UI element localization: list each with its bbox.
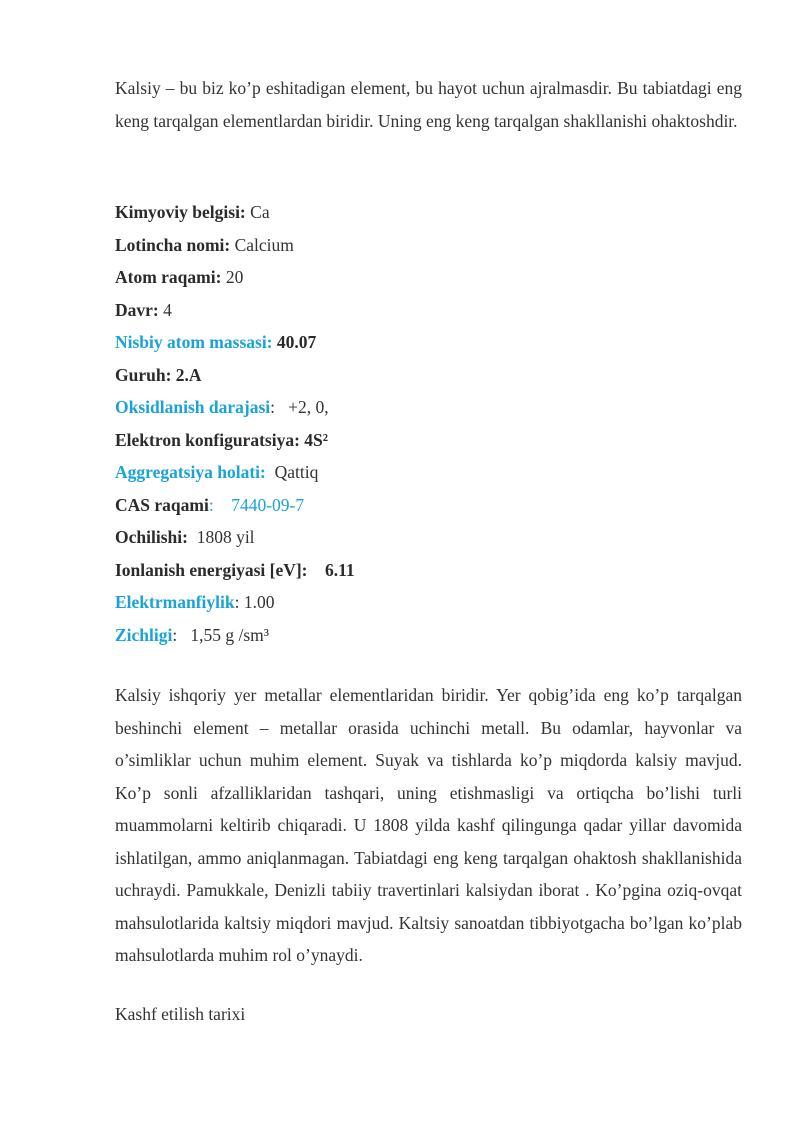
fact-symbol	[115, 196, 742, 229]
atomic-mass-link[interactable]: Nisbiy atom massasi:	[115, 332, 273, 352]
fact-cas-number	[115, 489, 742, 522]
fact-group	[115, 359, 742, 392]
fact-label: Elektron konfiguratsiya:	[115, 429, 300, 450]
electronegativity-link[interactable]: Elektrmanfiylik	[115, 592, 235, 612]
element-facts-list	[115, 196, 742, 651]
oxidation-state-link[interactable]: Oksidlanish darajasi	[115, 397, 271, 417]
fact-atomic-mass	[115, 326, 742, 359]
density-link[interactable]: Zichligi	[115, 624, 173, 645]
fact-ionization-energy	[115, 554, 742, 587]
fact-value: Ca	[245, 202, 270, 222]
fact-label: Guruh:	[115, 364, 172, 385]
cas-number-link[interactable]: : 7440-09-7	[208, 494, 305, 515]
fact-density	[115, 619, 742, 652]
aggregation-state-link[interactable]: Aggregatsiya holati:	[115, 462, 266, 482]
fact-label: Ionlanish energiyasi [eV]:	[115, 559, 308, 580]
fact-value: 4	[158, 299, 172, 320]
fact-oxidation-state	[115, 391, 742, 424]
fact-label: Kimyoviy belgisi:	[115, 202, 246, 222]
fact-value: 6.11	[307, 559, 355, 580]
fact-value: 4S²	[299, 429, 329, 450]
fact-value: : 1.00	[234, 592, 275, 612]
fact-value: 1808 yil	[187, 527, 255, 547]
fact-label: CAS raqami	[115, 494, 209, 515]
fact-period	[115, 294, 742, 327]
intro-paragraph: Kalsiy – bu biz ko’p eshitadigan element, bu hayot uchun ajralmasdir. Bu tabiatdagi eng keng tarqalgan elementlardan biridir. Uning eng keng tarqalgan shakllanishi ohaktoshdir.	[115, 78, 742, 131]
fact-value: Calcium	[230, 234, 294, 255]
fact-value: 2.A	[171, 364, 202, 385]
fact-value: : +2, 0,	[270, 397, 329, 417]
body-paragraph: Kalsiy ishqoriy yer metallar elementlaridan biridir. Yer qobig’ida eng ko’p tarqalgan beshinchi element – metallar orasida uchinchi metall. Bu odamlar, hayvonlar va o’simliklar uchun muhim element. Suyak va tishlarda ko’p miqdorda kalsiy mavjud. Ko’p sonli afzalliklaridan tashqari, uning etishmasligi va ortiqcha bo’lishi turli muammolarni keltirib chiqaradi. U 1808 yilda kashf qilingunga qadar yillar davomida ishlatilgan, ammo aniqlanmagan. Tabiatdagi eng keng tarqalgan ohaktosh shakllanishida uchraydi. Pamukkale, Denizli tabiiy travertinlari kalsiydan iborat . Ko’pgina oziq-ovqat mahsulotlarida kaltsiy miqdori mavjud. Kaltsiy sanoatdan tibbiyotgacha bo’lgan ko’plab mahsulotlarda muhim rol o’ynaydi.	[115, 685, 742, 965]
fact-electron-configuration	[115, 424, 742, 457]
fact-value: : 1,55 g /sm³	[172, 624, 270, 645]
fact-discovery	[115, 521, 742, 554]
fact-aggregation-state	[115, 456, 742, 489]
fact-label: Ochilishi:	[115, 527, 188, 547]
fact-label: Lotincha nomi:	[115, 234, 231, 255]
fact-value: 40.07	[272, 332, 317, 352]
fact-atomic-number	[115, 261, 742, 294]
fact-label: Atom raqami:	[115, 267, 222, 287]
section-heading: Kashf etilish tarixi	[115, 1004, 246, 1024]
fact-value: 20	[221, 267, 244, 287]
fact-label: Davr:	[115, 299, 159, 320]
fact-latin-name	[115, 229, 742, 262]
fact-electronegativity	[115, 586, 742, 619]
fact-value: Qattiq	[265, 462, 319, 482]
